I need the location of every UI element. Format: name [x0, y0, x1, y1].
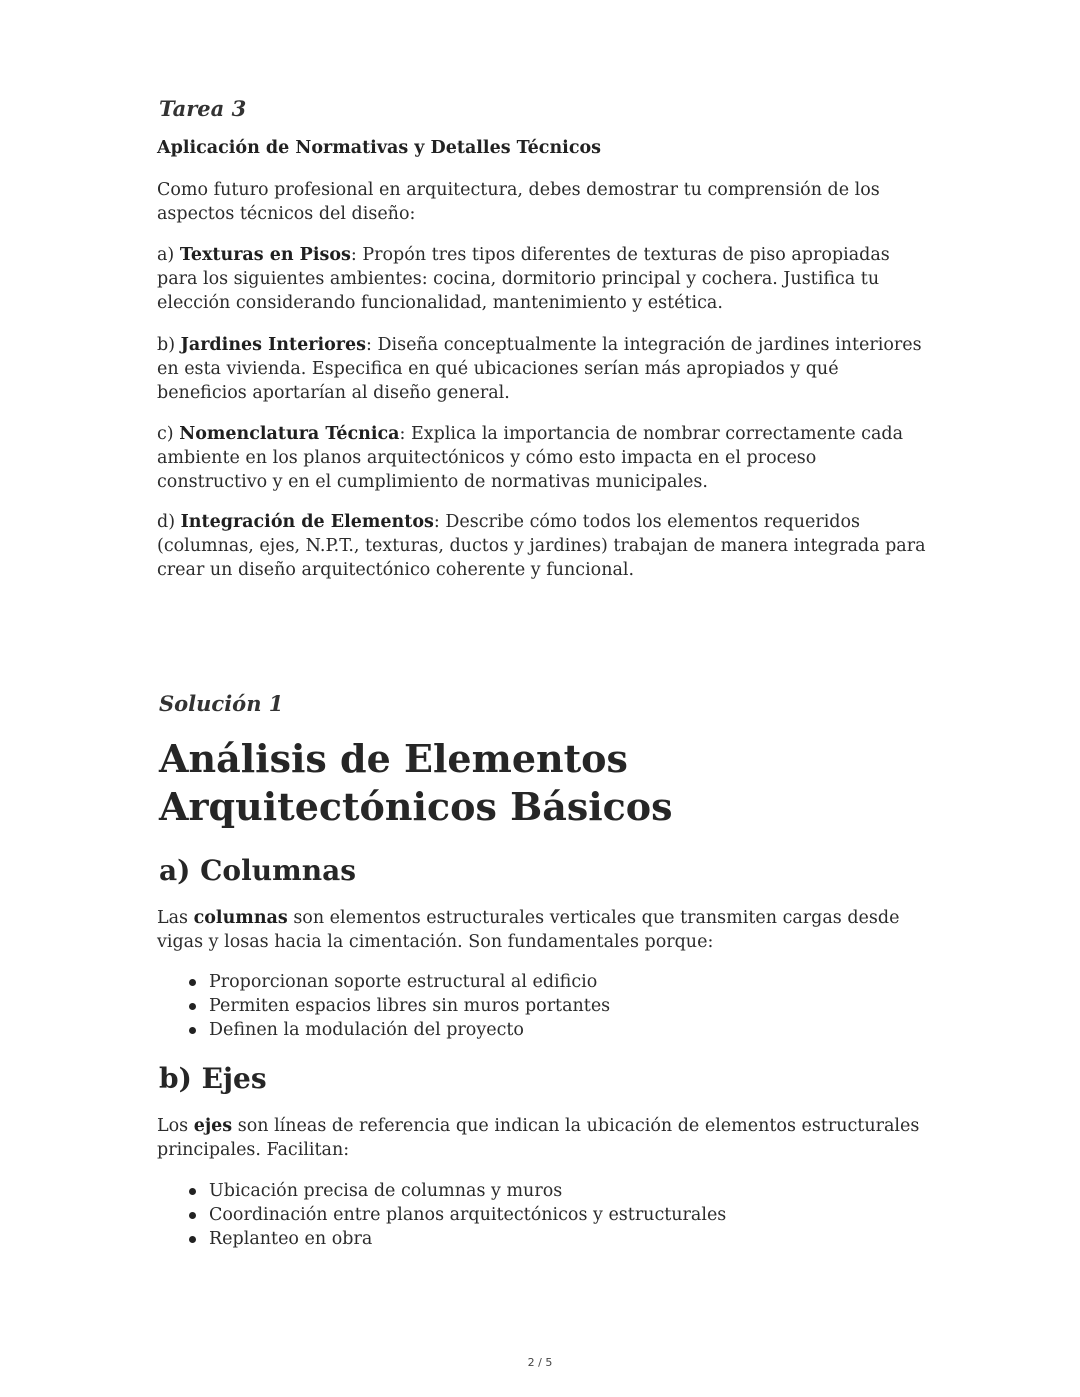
task-label: Tarea 3	[159, 96, 247, 121]
task-item-b: b) Jardines Interiores: Diseña conceptualmente la integración de jardines interiores en esta vivienda. Especifica en qué ubicaciones serían más apropiados y qué beneficios aportarían al diseño general.	[157, 335, 922, 403]
section-heading-ejes: b) Ejes	[159, 1062, 267, 1095]
list-item: Ubicación precisa de columnas y muros	[188, 1179, 726, 1203]
list-item: Proporcionan soporte estructural al edificio	[188, 970, 610, 994]
bullet-list-ejes	[188, 1179, 726, 1251]
list-item: Replanteo en obra	[188, 1227, 726, 1251]
list-item: Definen la modulación del proyecto	[188, 1018, 610, 1042]
task-intro: Como futuro profesional en arquitectura, debes demostrar tu comprensión de los aspectos técnicos del diseño:	[157, 180, 880, 224]
task-item-c: c) Nomenclatura Técnica: Explica la importancia de nombrar correctamente cada ambiente en los planos arquitectónicos y cómo esto impacta en el proceso constructivo y en el cumplimiento de normativas municipales.	[157, 424, 904, 492]
list-item: Coordinación entre planos arquitectónicos y estructurales	[188, 1203, 726, 1227]
task-item-a: a) Texturas en Pisos: Propón tres tipos diferentes de texturas de piso apropiadas para los siguientes ambientes: cocina, dormitorio principal y cochera. Justifica tu elección considerando funcionalidad, mantenimiento y estética.	[157, 245, 890, 313]
solution-label: Solución 1	[159, 691, 284, 716]
task-subtitle: Aplicación de Normativas y Detalles Técnicos	[157, 138, 602, 158]
task-item-d: d) Integración de Elementos: Describe cómo todos los elementos requeridos (columnas, ejes, N.P.T., texturas, ductos y jardines) trabajan de manera integrada para crear un diseño arquitectónico coherente y funcional.	[157, 512, 926, 580]
section-heading-columnas: a) Columnas	[159, 854, 356, 887]
section-text-columnas: Las columnas son elementos estructurales verticales que transmiten cargas desde vigas y losas hacia la cimentación. Son fundamentales porque:	[157, 908, 900, 952]
list-item: Permiten espacios libres sin muros portantes	[188, 994, 610, 1018]
section-text-ejes: Los ejes son líneas de referencia que indican la ubicación de elementos estructurales principales. Facilitan:	[157, 1116, 920, 1160]
bullet-list-columnas	[188, 970, 610, 1042]
solution-title: Análisis de Elementos Arquitectónicos Básicos	[159, 736, 673, 829]
page-number: 2 / 5	[527, 1356, 553, 1369]
